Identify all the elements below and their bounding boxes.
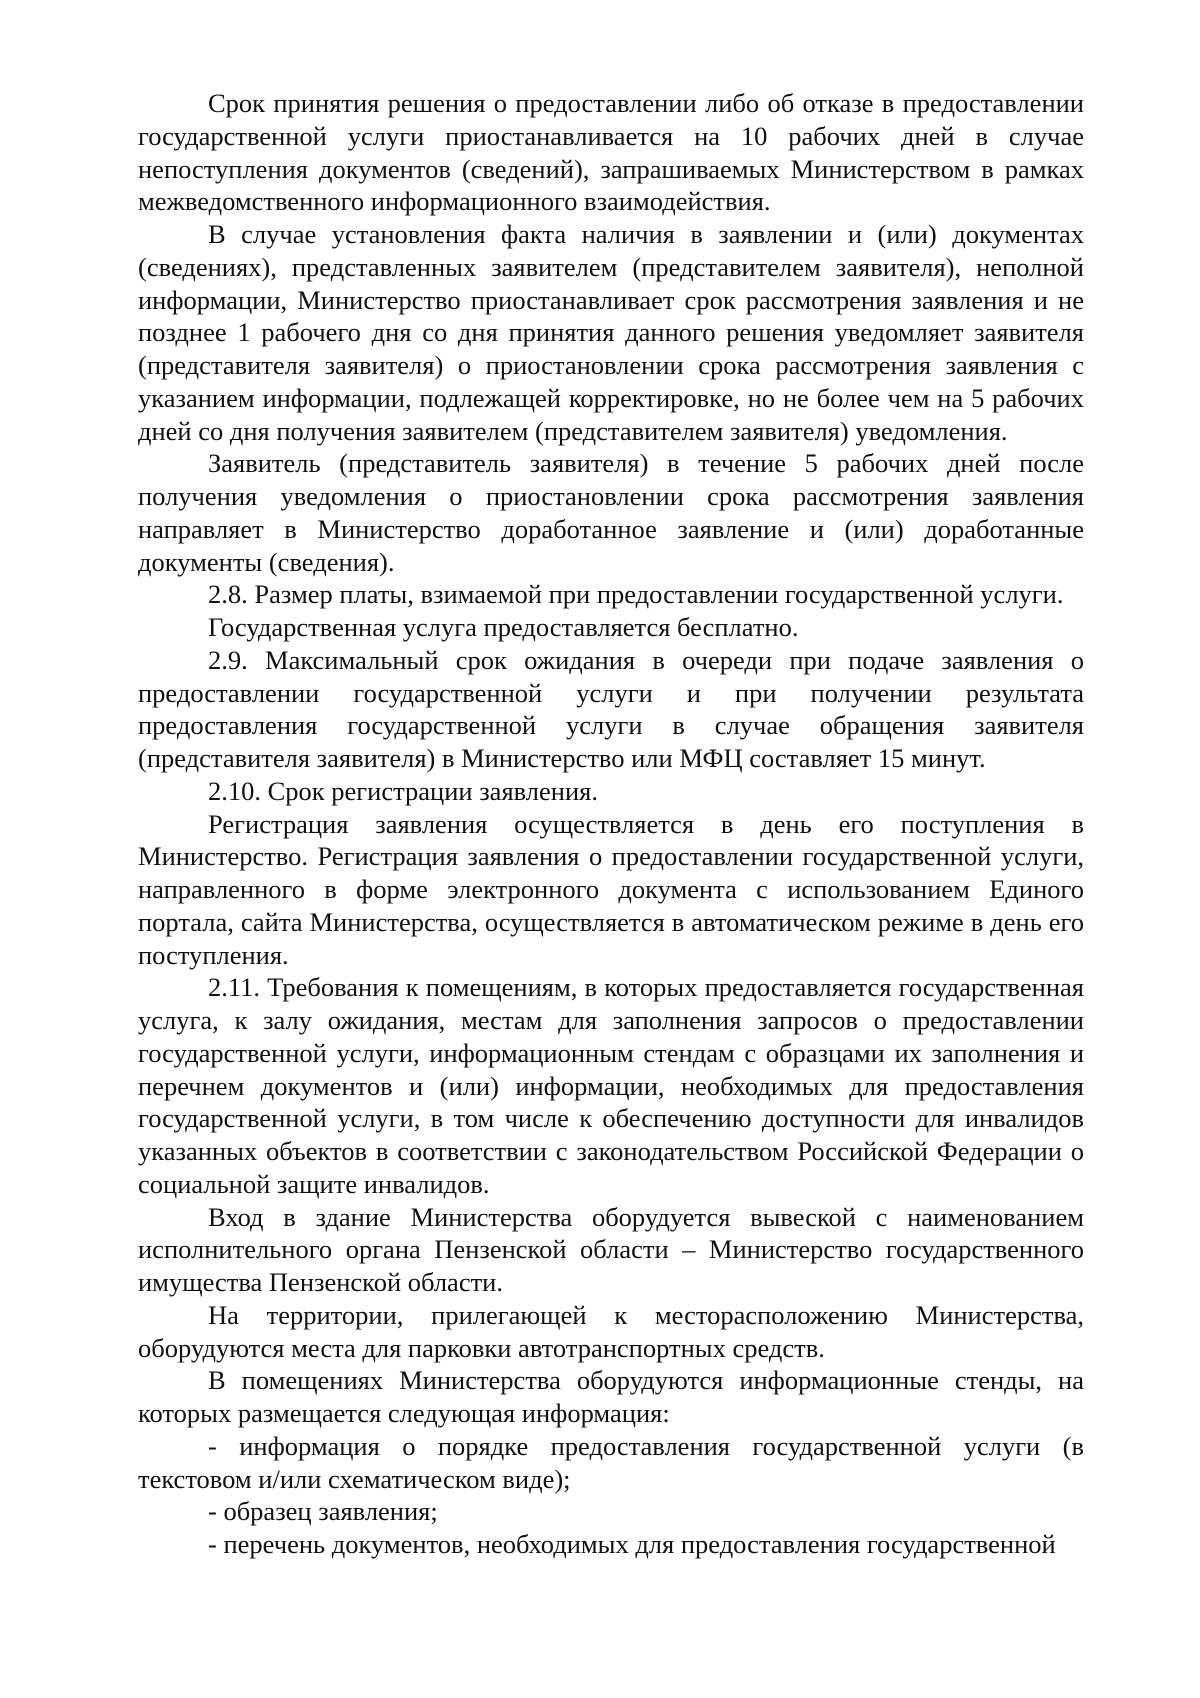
paragraph-incomplete-information: В случае установления факта наличия в заявлении и (или) документах (сведениях), представленных заявителем (представителем заявителя), неполной информации, Министерство приостанавливает срок рассмотрения заявления и не позднее 1 рабочего дня со дня принятия данного решения уведомляет заявителя (представителя заявителя) о приостановлении срока рассмотрения заявления с указанием информации, подлежащей корректировке, но не более чем на 5 рабочих дней со дня получения заявителем (представителем заявителя) уведомления. <box>138 219 1084 446</box>
list-item-document-list: - перечень документов, необходимых для предоставления государственной <box>208 1529 1056 1559</box>
list-item-application-sample: - образец заявления; <box>208 1496 438 1527</box>
paragraph-parking: На территории, прилегающей к месторасположению Министерства, оборудуются места для парковки автотранспортных средств. <box>138 1299 1084 1363</box>
list-item-procedure-info: - информация о порядке предоставления государственной услуги (в текстовом и/или схематическом виде); <box>138 1430 1084 1494</box>
section-2-9-heading: 2.9. Максимальный срок ожидания в очереди при подаче заявления о предоставлении государственной услуги и при получении результата предоставления государственной услуги в случае обращения заявителя (представителя заявителя) в Министерство или МФЦ составляет 15 минут. <box>138 644 1084 773</box>
paragraph-info-stands: В помещениях Министерства оборудуются информационные стенды, на которых размещается следующая информация: <box>138 1365 1084 1428</box>
paragraph-decision-suspension: Срок принятия решения о предоставлении либо об отказе в предоставлении государственной услуги приостанавливается на 10 рабочих дней в случае непоступления документов (сведений), запрашиваемых Министерством в рамках межведомственного информационного взаимодействия. <box>138 88 1084 217</box>
paragraph-registration: Регистрация заявления осуществляется в день его поступления в Министерство. Регистрация заявления о предоставлении государственной услуги, направленного в форме электронного документа с использованием Единого портала, сайта Министерства, осуществляется в автоматическом режиме в день его поступления. <box>138 808 1084 970</box>
section-2-10-heading: 2.10. Срок регистрации заявления. <box>208 775 598 806</box>
paragraph-applicant-resubmission: Заявитель (представитель заявителя) в течение 5 рабочих дней после получения уведомления о приостановлении срока рассмотрения заявления направляет в Министерство доработанное заявление и (или) доработанные документы (сведения). <box>138 448 1084 577</box>
section-2-8-heading: 2.8. Размер платы, взимаемой при предоставлении государственной услуги. <box>208 579 1064 610</box>
paragraph-entrance-sign: Вход в здание Министерства оборудуется вывеской с наименованием исполнительного органа Пензенской области – Министерство государственного имущества Пензенской области. <box>138 1201 1084 1297</box>
document-body <box>138 87 1084 1561</box>
section-2-11-heading: 2.11. Требования к помещениям, в которых предоставляется государственная услуга, к залу ожидания, местам для заполнения запросов о предоставлении государственной услуги, информационным стендам с образцами их заполнения и перечнем документов и (или) информации, необходимых для предоставления государственной услуги, в том числе к обеспечению доступности для инвалидов указанных объектов в соответствии с законодательством Российской Федерации о социальной защите инвалидов. <box>138 972 1084 1199</box>
paragraph-service-free: Государственная услуга предоставляется бесплатно. <box>208 612 799 642</box>
